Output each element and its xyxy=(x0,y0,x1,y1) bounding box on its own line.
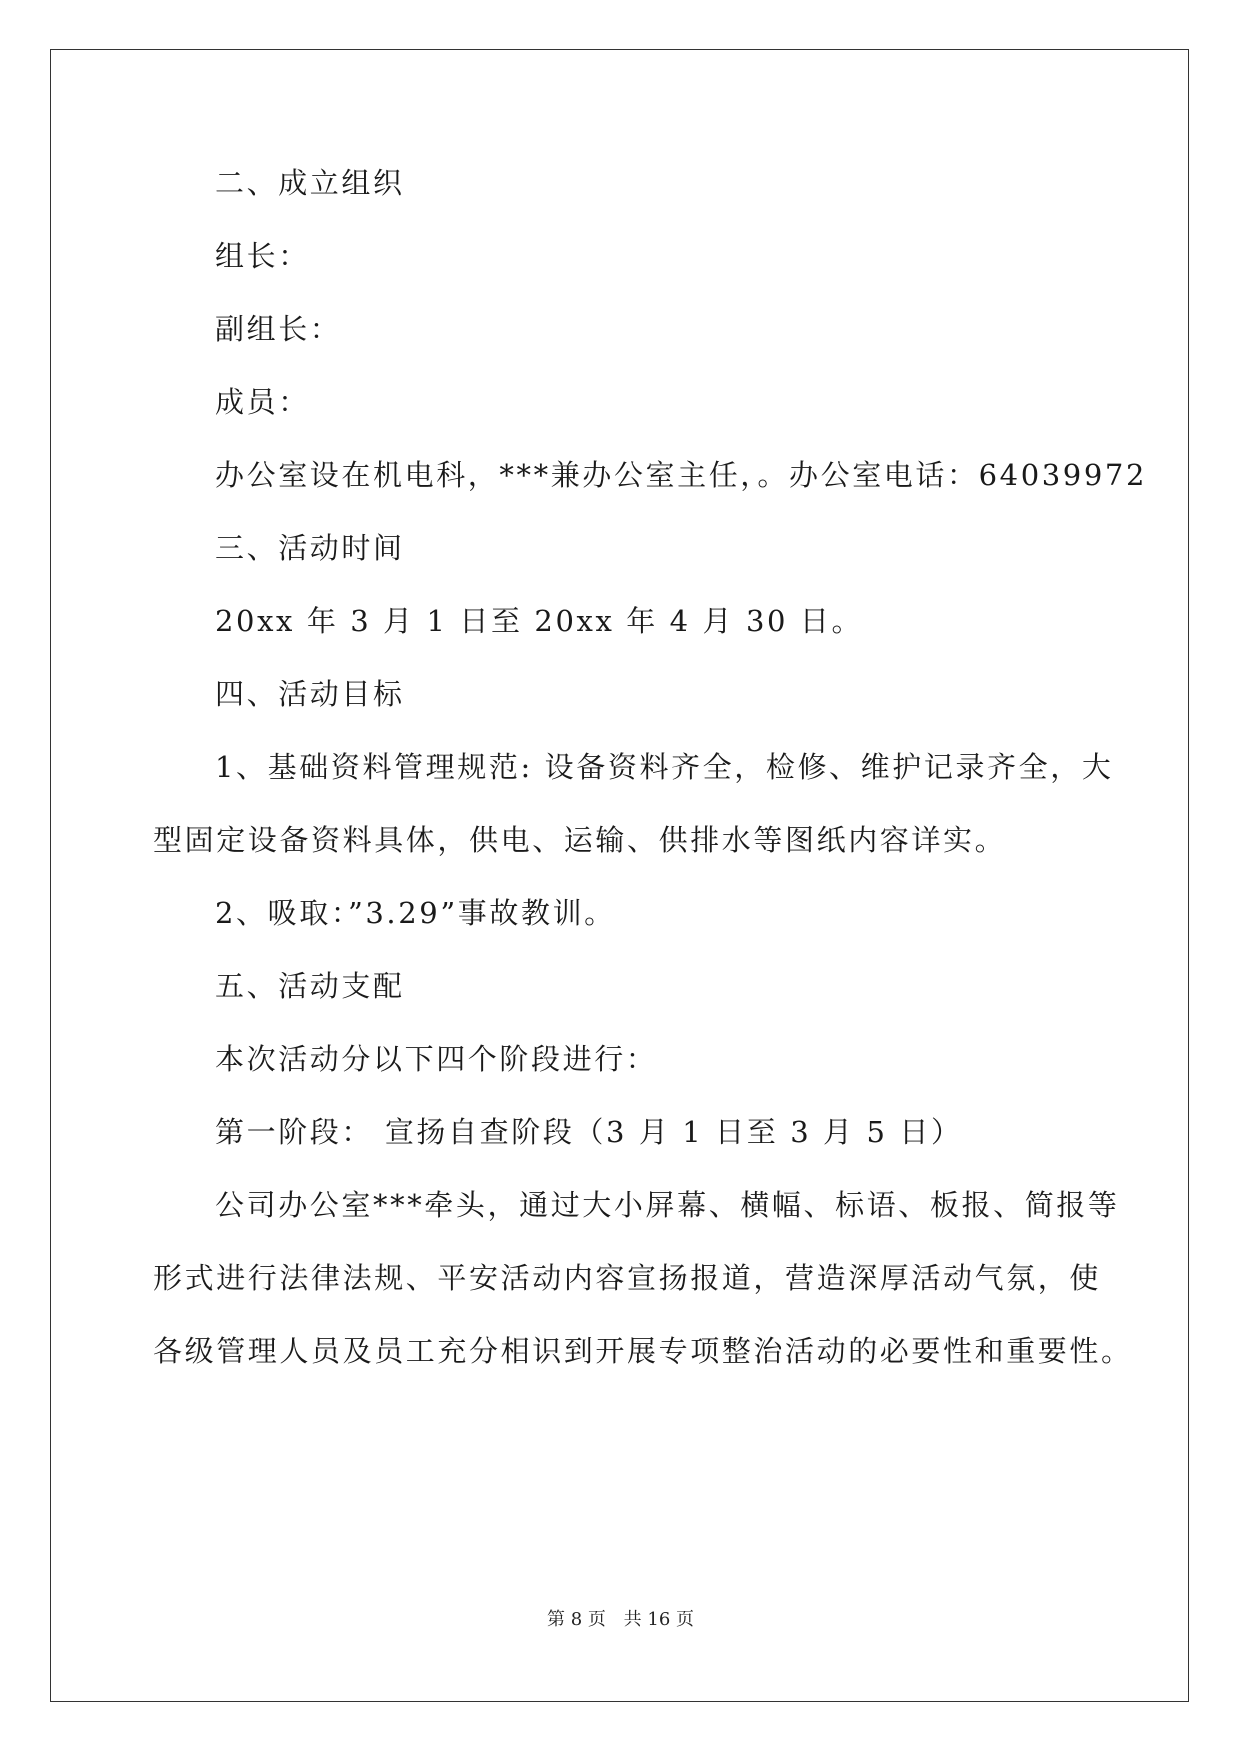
page-number-total: 共 16 页 xyxy=(623,1609,694,1630)
heading-section-5: 五、活动支配 xyxy=(215,969,405,1003)
paragraph-stage-1-desc-line-2: 形式进行法律法规、平安活动内容宣扬报道，营造深厚活动气氛，使 xyxy=(153,1261,1102,1295)
page-number-current: 第 8 页 xyxy=(547,1609,606,1630)
paragraph-time: 20xx 年 3 月 1 日至 20xx 年 4 月 30 日。 xyxy=(215,604,864,638)
paragraph-stage-1-desc-line-3: 各级管理人员及员工充分相识到开展专项整治活动的必要性和重要性。 xyxy=(153,1334,1133,1368)
paragraph-stages-intro: 本次活动分以下四个阶段进行： xyxy=(215,1042,658,1076)
page-footer xyxy=(0,1608,1241,1632)
paragraph-stage-1-desc-line-1: 公司办公室***牵头，通过大小屏幕、横幅、标语、板报、简报等 xyxy=(215,1188,1120,1222)
paragraph-members: 成员： xyxy=(215,385,310,419)
heading-section-3: 三、活动时间 xyxy=(215,531,405,565)
paragraph-office: 办公室设在机电科，***兼办公室主任，。办公室电话：64039972 xyxy=(215,458,1148,492)
paragraph-stage-1: 第一阶段： 宣扬自查阶段（3 月 1 日至 3 月 5 日） xyxy=(215,1115,963,1149)
paragraph-deputy-leader: 副组长： xyxy=(215,312,342,346)
paragraph-goal-1-line-1: 1、基础资料管理规范: 设备资料齐全，检修、维护记录齐全，大 xyxy=(215,750,1114,784)
page-border xyxy=(50,49,1189,1702)
paragraph-goal-2: 2、吸取：”3.29”事故教训。 xyxy=(215,896,616,930)
paragraph-leader: 组长： xyxy=(215,239,310,273)
heading-section-2: 二、成立组织 xyxy=(215,166,405,200)
paragraph-goal-1-line-2: 型固定设备资料具体，供电、运输、供排水等图纸内容详实。 xyxy=(153,823,1007,857)
heading-section-4: 四、活动目标 xyxy=(215,677,405,711)
